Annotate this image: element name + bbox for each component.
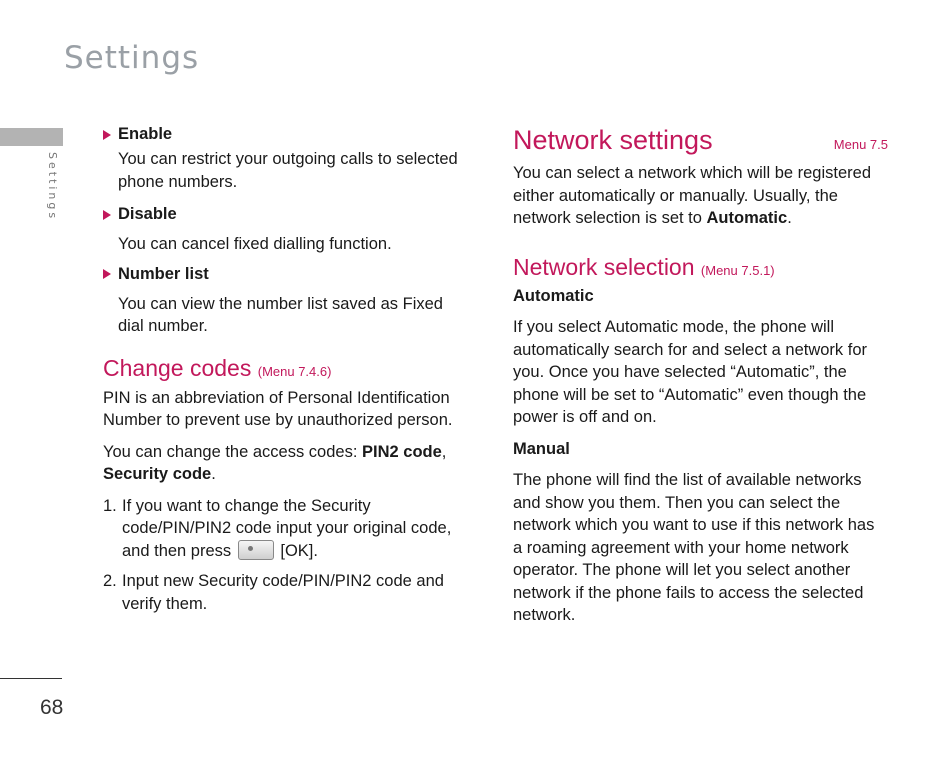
step-1-text: If you want to change the Security code/PIN/PIN2 code input your original code, and then press [122,496,452,560]
network-selection-heading [513,254,888,281]
step-1 [103,495,458,563]
triangle-bullet-icon [103,210,111,220]
triangle-bullet-icon [103,269,111,279]
heading-text: Change codes [103,354,252,381]
step-text: Input new Security code/PIN/PIN2 code and verify them. [122,572,444,613]
option-description: You can restrict your outgoing calls to selected phone numbers. [118,150,458,191]
page-number: 68 [40,696,64,719]
option-enable [103,125,458,144]
change-codes-heading [103,355,458,382]
option-label: Number list [118,264,209,283]
security-code-label: Security code [103,465,212,483]
network-settings-heading [513,125,888,156]
footer-divider [0,678,62,679]
menu-reference: (Menu 7.4.6) [257,363,332,379]
automatic-emphasis: Automatic [706,209,788,227]
page-title: Settings [64,40,200,76]
step-number: 1. [103,496,117,515]
option-number-list [103,265,458,284]
option-label: Disable [118,205,177,223]
section-tab [0,128,63,146]
left-column [103,125,458,615]
heading-text: Network settings [513,125,713,155]
ok-label: [OK]. [280,541,318,560]
section-label: Settings [46,152,59,222]
intro-text: You can select a network which will be registered either automatically or manually. Usually, the network selection is set to [513,164,871,227]
step-text [122,495,458,563]
period: . [211,465,216,483]
access-prefix: You can change the access codes: [103,442,362,461]
pin2-code-label: PIN2 code [362,442,442,461]
step-number: 2. [103,572,117,590]
soft-key-icon [238,540,274,560]
right-column [513,125,888,627]
step-2 [103,570,458,615]
automatic-label: Automatic [513,286,594,305]
network-settings-intro [513,162,888,230]
option-description: You can view the number list saved as Fixed dial number. [118,294,443,335]
triangle-bullet-icon [103,130,111,140]
change-codes-intro: PIN is an abbreviation of Personal Identification Number to prevent use by unauthorized person. [103,388,453,429]
menu-reference: (Menu 7.5.1) [700,262,775,278]
automatic-description: If you select Automatic mode, the phone will automatically search for and select a network for you. Once you have selected “Automatic”, the phone will be set to “Automatic” even though the power is off and on. [513,318,868,426]
option-disable [103,205,458,224]
option-label: Enable [118,125,173,143]
manual-description: The phone will find the list of available networks and show you them. Then you can select the network which you want to use if this network has a roaming agreement with your home network operator. The phone will let you select another network if the phone fails to access the selected network. [513,471,875,624]
period: . [787,209,792,227]
separator: , [441,442,447,461]
access-codes-paragraph [103,441,458,486]
manual-label: Manual [513,439,570,458]
heading-text: Network selection [513,253,695,280]
option-description: You can cancel fixed dialling function. [118,235,392,253]
menu-reference: Menu 7.5 [833,137,888,152]
